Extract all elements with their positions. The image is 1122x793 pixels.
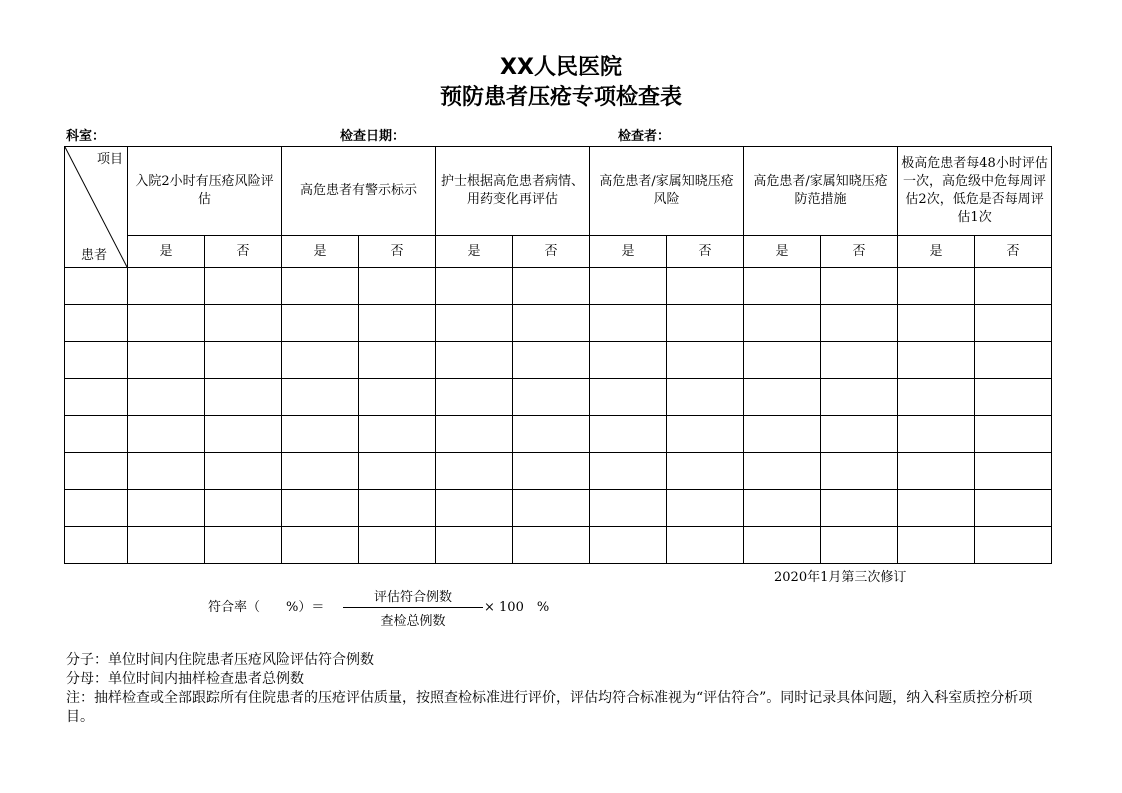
yes-cell[interactable]	[436, 490, 513, 527]
inspection-date-label: 检查日期：	[340, 129, 406, 144]
yes-cell[interactable]	[282, 379, 359, 416]
no-cell[interactable]	[359, 453, 436, 490]
no-cell[interactable]	[667, 379, 744, 416]
yes-cell[interactable]	[128, 490, 205, 527]
yes-cell[interactable]	[590, 342, 667, 379]
yes-header: 是	[282, 236, 359, 268]
no-cell[interactable]	[513, 268, 590, 305]
table-row	[65, 453, 1052, 490]
yes-cell[interactable]	[128, 268, 205, 305]
yes-cell[interactable]	[128, 416, 205, 453]
header-row	[65, 147, 1052, 236]
no-cell[interactable]	[821, 453, 898, 490]
yes-cell[interactable]	[590, 268, 667, 305]
yes-cell[interactable]	[436, 305, 513, 342]
yes-cell[interactable]	[590, 379, 667, 416]
yes-cell[interactable]	[898, 490, 975, 527]
no-cell[interactable]	[513, 379, 590, 416]
no-cell[interactable]	[513, 342, 590, 379]
no-cell[interactable]	[975, 527, 1052, 564]
no-header: 否	[359, 236, 436, 268]
yes-header: 是	[436, 236, 513, 268]
no-cell[interactable]	[359, 490, 436, 527]
yes-cell[interactable]	[898, 379, 975, 416]
no-cell[interactable]	[359, 342, 436, 379]
no-cell[interactable]	[975, 342, 1052, 379]
yes-no-row	[65, 236, 1052, 268]
yes-cell[interactable]	[744, 268, 821, 305]
yes-cell[interactable]	[436, 453, 513, 490]
no-cell[interactable]	[975, 305, 1052, 342]
patient-cell[interactable]	[65, 268, 128, 305]
no-cell[interactable]	[359, 268, 436, 305]
yes-cell[interactable]	[590, 416, 667, 453]
no-cell[interactable]	[205, 453, 282, 490]
yes-cell[interactable]	[590, 453, 667, 490]
hospital-name: XX人民医院	[500, 55, 622, 80]
column-header: 入院2小时有压疮风险评估	[128, 147, 282, 236]
no-cell[interactable]	[821, 379, 898, 416]
patient-cell[interactable]	[65, 305, 128, 342]
table-row	[65, 305, 1052, 342]
yes-cell[interactable]	[128, 305, 205, 342]
no-cell[interactable]	[513, 453, 590, 490]
no-cell[interactable]	[975, 453, 1052, 490]
no-cell[interactable]	[205, 490, 282, 527]
yes-cell[interactable]	[898, 305, 975, 342]
no-cell[interactable]	[821, 490, 898, 527]
yes-cell[interactable]	[744, 379, 821, 416]
no-cell[interactable]	[821, 416, 898, 453]
numerator-definition: 分子：单位时间内住院患者压疮风险评估符合例数	[66, 652, 374, 668]
revision-note: 2020年1月第三次修订	[774, 570, 907, 585]
no-cell[interactable]	[205, 305, 282, 342]
patient-cell[interactable]	[65, 416, 128, 453]
yes-cell[interactable]	[436, 342, 513, 379]
formula-numerator: 评估符合例数	[343, 586, 483, 608]
no-cell[interactable]	[205, 527, 282, 564]
no-cell[interactable]	[667, 268, 744, 305]
table-row	[65, 527, 1052, 564]
no-cell[interactable]	[513, 527, 590, 564]
no-cell[interactable]	[975, 416, 1052, 453]
yes-header: 是	[590, 236, 667, 268]
yes-cell[interactable]	[744, 490, 821, 527]
no-cell[interactable]	[359, 379, 436, 416]
yes-cell[interactable]	[436, 527, 513, 564]
no-header: 否	[975, 236, 1052, 268]
corner-patient-label: 患者	[81, 248, 108, 263]
no-cell[interactable]	[667, 305, 744, 342]
yes-cell[interactable]	[282, 527, 359, 564]
no-cell[interactable]	[513, 305, 590, 342]
yes-cell[interactable]	[744, 342, 821, 379]
yes-cell[interactable]	[282, 416, 359, 453]
no-cell[interactable]	[205, 416, 282, 453]
no-cell[interactable]	[667, 527, 744, 564]
no-header: 否	[513, 236, 590, 268]
no-cell[interactable]	[359, 527, 436, 564]
form-title: 预防患者压疮专项检查表	[439, 85, 682, 110]
yes-cell[interactable]	[128, 453, 205, 490]
table-row	[65, 342, 1052, 379]
patient-cell[interactable]	[65, 342, 128, 379]
formula-denominator: 查检总例数	[380, 614, 446, 629]
corner-cell	[65, 147, 128, 268]
column-header: 高危患者/家属知晓压疮风险	[590, 147, 744, 236]
no-header: 否	[205, 236, 282, 268]
table-row	[65, 416, 1052, 453]
no-cell[interactable]	[205, 379, 282, 416]
no-cell[interactable]	[667, 342, 744, 379]
column-header: 极高危患者每48小时评估一次，高危级中危每周评估2次，低危是否每周评估1次	[898, 147, 1052, 236]
yes-cell[interactable]	[128, 527, 205, 564]
no-cell[interactable]	[667, 416, 744, 453]
yes-cell[interactable]	[898, 342, 975, 379]
yes-header: 是	[744, 236, 821, 268]
department-label: 科室：	[66, 129, 106, 144]
yes-cell[interactable]	[744, 527, 821, 564]
data-rows	[65, 268, 1052, 564]
column-header: 高危患者有警示标示	[282, 147, 436, 236]
table-row	[65, 379, 1052, 416]
inspection-table	[64, 146, 1052, 564]
patient-cell[interactable]	[65, 527, 128, 564]
table-row	[65, 268, 1052, 305]
no-cell[interactable]	[975, 268, 1052, 305]
yes-cell[interactable]	[128, 342, 205, 379]
yes-cell[interactable]	[898, 416, 975, 453]
yes-header: 是	[898, 236, 975, 268]
no-cell[interactable]	[205, 268, 282, 305]
yes-cell[interactable]	[898, 527, 975, 564]
no-cell[interactable]	[821, 305, 898, 342]
no-cell[interactable]	[359, 305, 436, 342]
inspector-label: 检查者：	[618, 129, 671, 144]
no-cell[interactable]	[821, 342, 898, 379]
patient-cell[interactable]	[65, 379, 128, 416]
yes-cell[interactable]	[590, 490, 667, 527]
yes-cell[interactable]	[282, 490, 359, 527]
compliance-formula	[208, 586, 568, 629]
no-header: 否	[667, 236, 744, 268]
table-row	[65, 490, 1052, 527]
column-header: 高危患者/家属知晓压疮防范措施	[744, 147, 898, 236]
yes-cell[interactable]	[282, 305, 359, 342]
formula-fraction	[343, 586, 483, 629]
yes-cell[interactable]	[898, 453, 975, 490]
no-cell[interactable]	[513, 416, 590, 453]
yes-header: 是	[128, 236, 205, 268]
no-cell[interactable]	[667, 490, 744, 527]
note-text: 注：抽样检查或全部跟踪所有住院患者的压疮评估质量，按照查检标准进行评价，评估均符合标准视为“评估符合”。同时记录具体问题，纳入科室质控分析项目。	[66, 690, 1033, 725]
yes-cell[interactable]	[282, 342, 359, 379]
corner-item-label: 项目	[96, 152, 123, 167]
denominator-definition: 分母：单位时间内抽样检查患者总例数	[66, 671, 304, 687]
yes-cell[interactable]	[744, 416, 821, 453]
yes-cell[interactable]	[282, 453, 359, 490]
yes-cell[interactable]	[282, 268, 359, 305]
no-cell[interactable]	[205, 342, 282, 379]
no-header: 否	[821, 236, 898, 268]
formula-label: 符合率（ %）＝	[208, 600, 325, 615]
formula-multiplier: × 100 %	[484, 600, 550, 615]
no-cell[interactable]	[513, 490, 590, 527]
no-cell[interactable]	[975, 379, 1052, 416]
yes-cell[interactable]	[436, 416, 513, 453]
yes-cell[interactable]	[436, 268, 513, 305]
column-header: 护士根据高危患者病情、用药变化再评估	[436, 147, 590, 236]
yes-cell[interactable]	[590, 527, 667, 564]
yes-cell[interactable]	[436, 379, 513, 416]
yes-cell[interactable]	[744, 305, 821, 342]
no-cell[interactable]	[821, 527, 898, 564]
no-cell[interactable]	[975, 490, 1052, 527]
no-cell[interactable]	[359, 416, 436, 453]
no-cell[interactable]	[667, 453, 744, 490]
patient-cell[interactable]	[65, 453, 128, 490]
notes-section	[66, 651, 1056, 727]
yes-cell[interactable]	[898, 268, 975, 305]
yes-cell[interactable]	[744, 453, 821, 490]
patient-cell[interactable]	[65, 490, 128, 527]
yes-cell[interactable]	[128, 379, 205, 416]
yes-cell[interactable]	[590, 305, 667, 342]
no-cell[interactable]	[821, 268, 898, 305]
